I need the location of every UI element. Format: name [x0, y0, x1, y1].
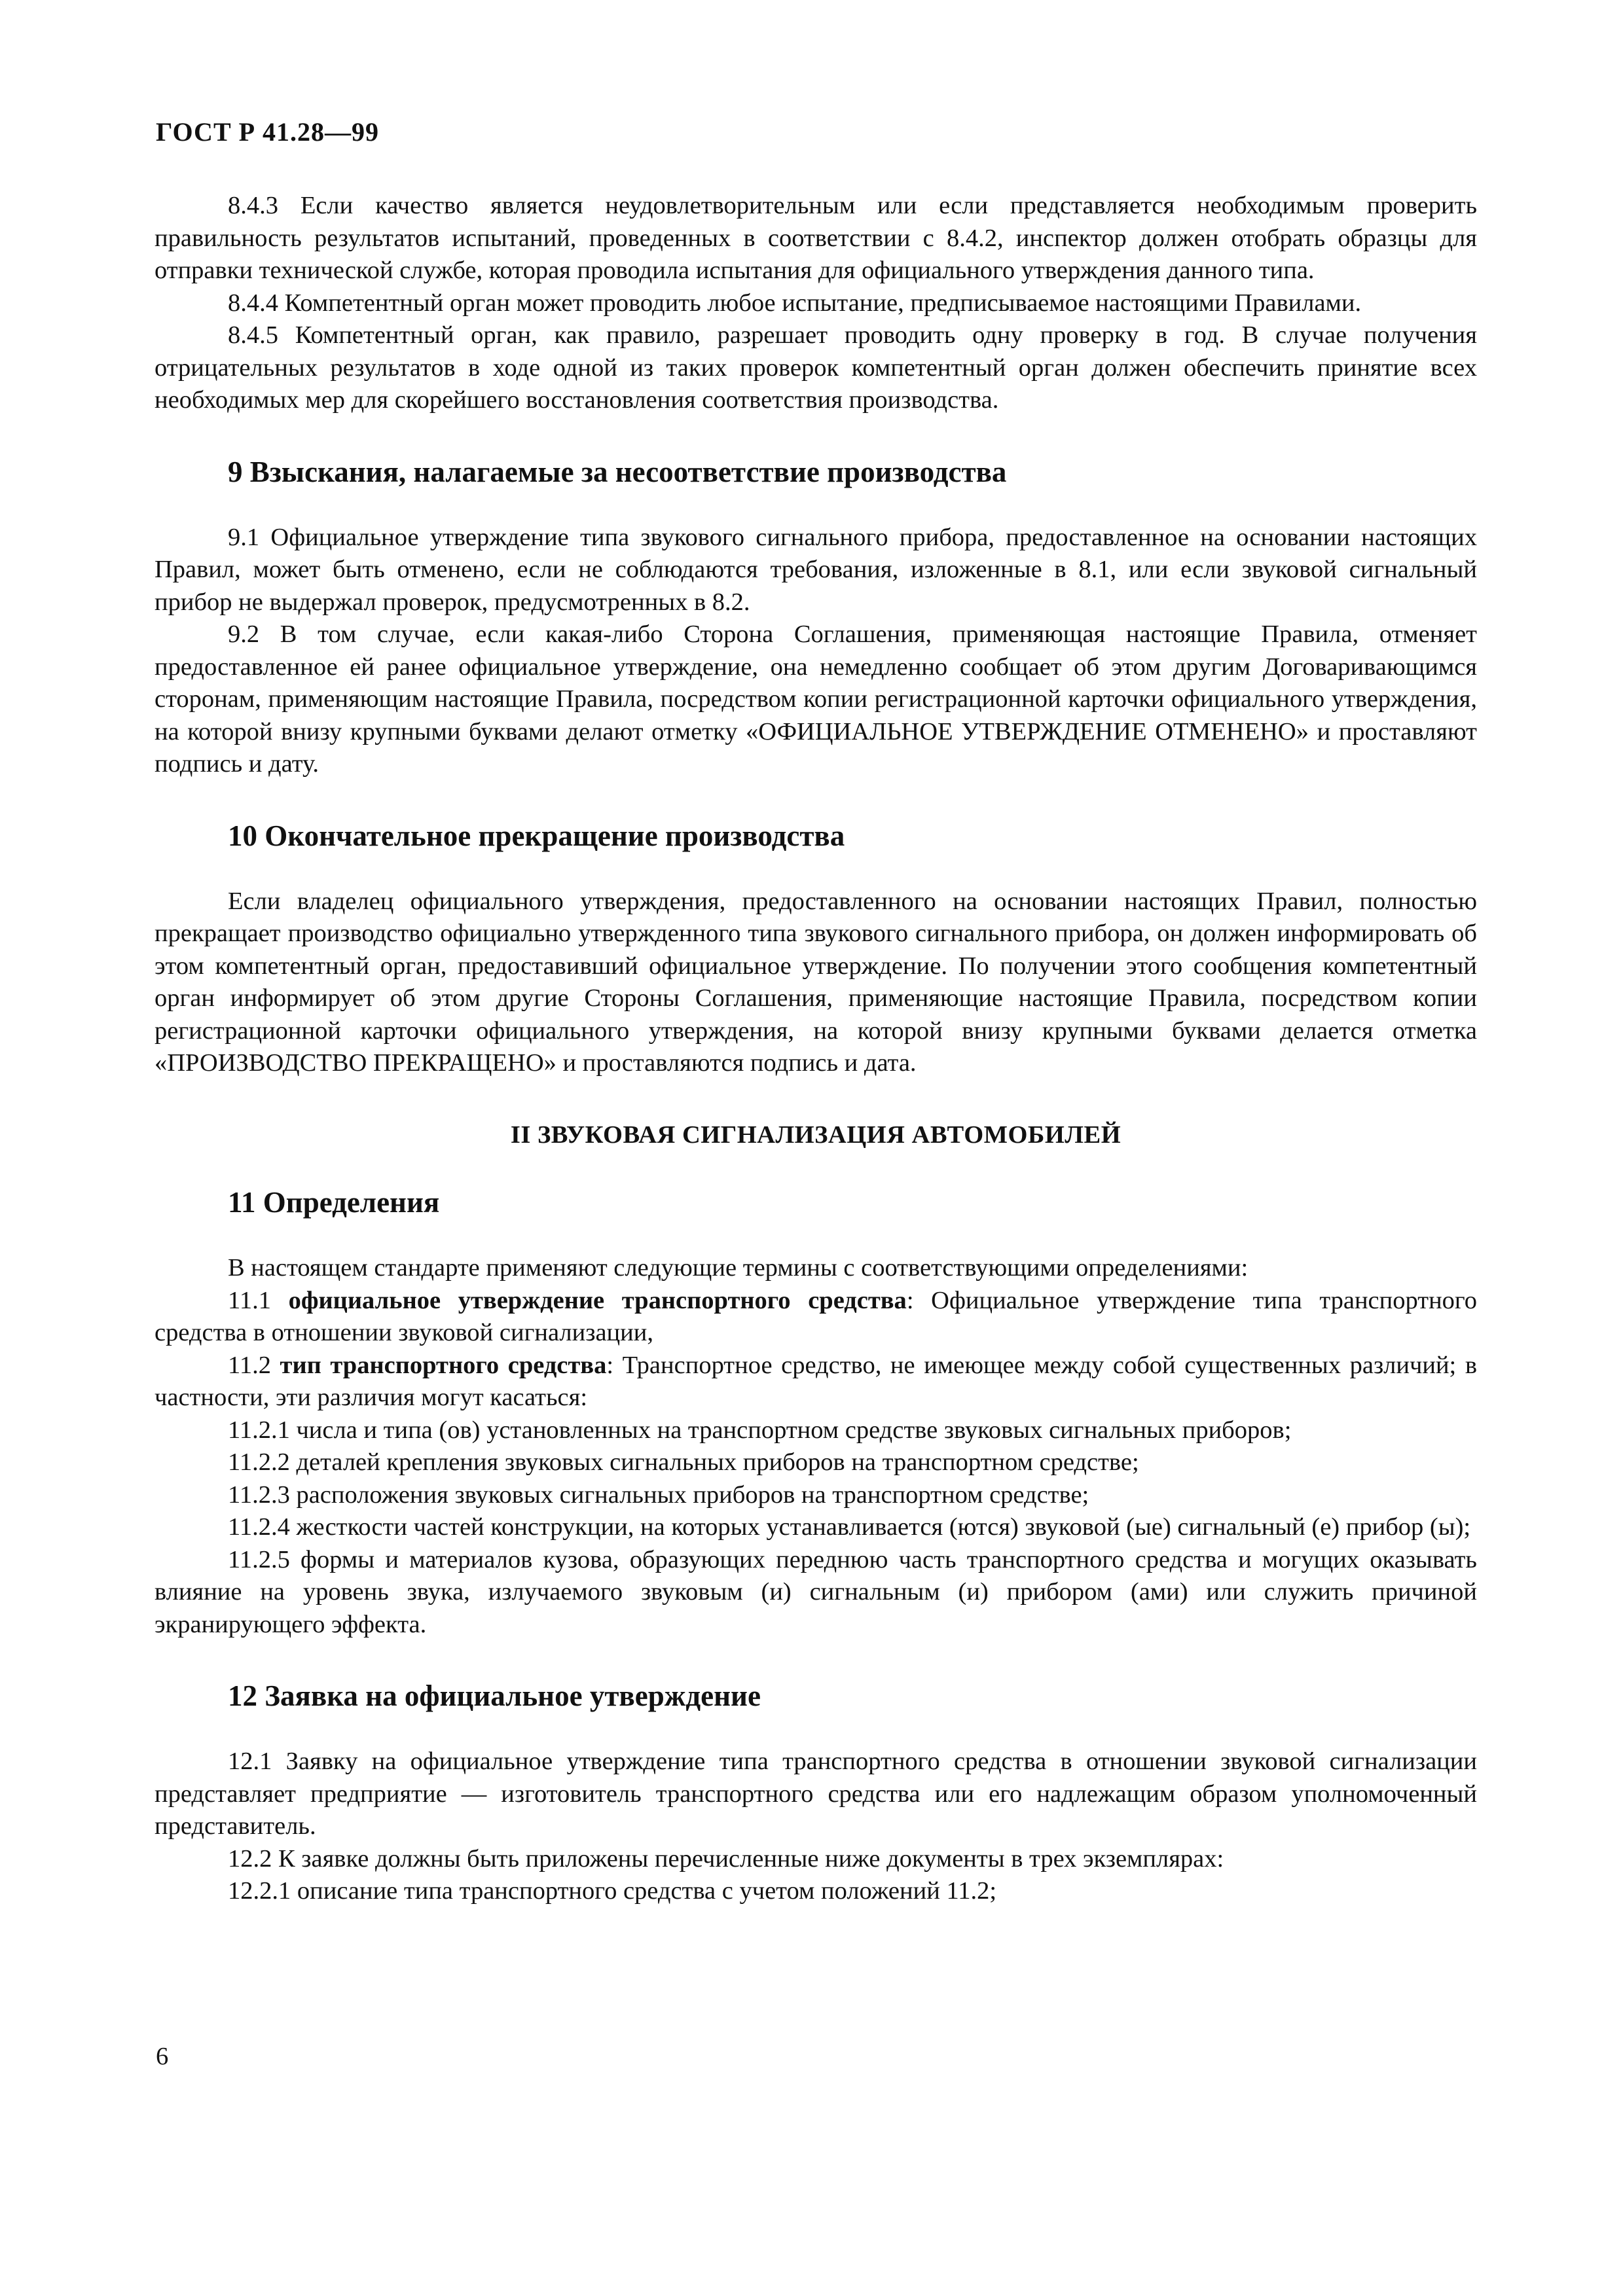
paragraph-11-intro: В настоящем стандарте применяют следующие термины с соответствующими определениями: — [228, 1254, 1249, 1282]
clause-number: 11.2 — [228, 1351, 271, 1379]
standard-designation: ГОСТ Р 41.28—99 — [156, 117, 380, 147]
paragraph-11-2-5: 11.2.5 формы и материалов кузова, образующих переднюю часть транспортного средства и могущих оказывать влияние на уровень звука, излучаемого звуковым (и) сигнальным (и) прибором (ами) или служить причиной экранирующего эффекта. — [155, 1545, 1477, 1638]
paragraph-11-2-2: 11.2.2 деталей крепления звуковых сигнальных приборов на транспортном средстве; — [228, 1448, 1139, 1476]
paragraph-10: Если владелец официального утверждения, предоставленного на основании настоящих Правил, полностью прекращает производство официально утвержденного типа звукового сигнального прибора, он должен информировать об этом компетентный орган, предоставивший официальное утверждение. По получении этого сообщения компетентный орган информирует об этом другие Стороны Соглашения, применяющие настоящие Правила, посредством копии регистрационной карточки официального утверждения, на которой внизу крупными буквами делается отметка «ПРОИЗВОДСТВО ПРЕКРАЩЕНО» и проставляются подпись и дата. — [155, 887, 1477, 1077]
paragraph-12-2-1: 12.2.1 описание типа транспортного средства с учетом положений 11.2; — [228, 1877, 997, 1905]
defined-term: тип транспортного средства — [280, 1351, 607, 1379]
paragraph-12-2: 12.2 К заявке должны быть приложены перечисленные ниже документы в трех экземплярах: — [228, 1844, 1224, 1873]
page-number: 6 — [156, 2043, 169, 2070]
term-definition: : Официальное утверждение типа транспортного средства в отношении звуковой сигнализации, — [155, 1286, 1478, 1346]
section-heading-10: 10 Окончательное прекращение производства — [228, 819, 845, 852]
paragraph-11-2-1: 11.2.1 числа и типа (ов) установленных на транспортном средстве звуковых сигнальных приборов; — [228, 1416, 1292, 1444]
paragraph-12-1: 12.1 Заявку на официальное утверждение типа транспортного средства в отношении звуковой сигнализации представляет предприятие — изготовитель транспортного средства или его надлежащим образом уполномоченный представитель. — [155, 1748, 1477, 1840]
section-heading-9: 9 Взыскания, налагаемые за несоответствие производства — [228, 455, 1007, 488]
defined-term: официальное утверждение транспортного средства — [288, 1286, 907, 1314]
section-heading-11: 11 Определения — [228, 1186, 440, 1219]
paragraph-11-2-3: 11.2.3 расположения звуковых сигнальных приборов на транспортном средстве; — [228, 1480, 1089, 1509]
paragraph-8-4-3: 8.4.3 Если качество является неудовлетворительным или если представляется необходимым проверить правильность результатов испытаний, проведенных в соответствии с 8.4.2, инспектор должен отобрать образцы для отправки технической службе, которая проводила испытания для официального утверждения данного типа. — [155, 192, 1477, 284]
paragraph-11-2-4: 11.2.4 жесткости частей конструкции, на которых устанавливается (ются) звуковой (ые) сигнальный (е) прибор (ы); — [228, 1513, 1471, 1541]
term-definition: : Транспортное средство, не имеющее между собой существенных различий; в частности, эти различия могут касаться: — [155, 1351, 1478, 1411]
paragraph-11-1 — [155, 1285, 1477, 1350]
part-heading-2: II ЗВУКОВАЯ СИГНАЛИЗАЦИЯ АВТОМОБИЛЕЙ — [510, 1121, 1122, 1149]
paragraph-8-4-5: 8.4.5 Компетентный орган, как правило, разрешает проводить одну проверку в год. В случае получения отрицательных результатов в ходе одной из таких проверок компетентный орган должен обеспечить принятие всех необходимых мер для скорейшего восстановления соответствия производства. — [155, 321, 1477, 414]
document-body — [155, 190, 1477, 1908]
paragraph-8-4-4: 8.4.4 Компетентный орган может проводить любое испытание, предписываемое настоящими Правилами. — [228, 289, 1362, 317]
section-heading-12: 12 Заявка на официальное утверждение — [228, 1679, 761, 1712]
paragraph-9-2: 9.2 В том случае, если какая-либо Сторона Соглашения, применяющая настоящие Правила, отменяет предоставленное ей ранее официальное утверждение, она немедленно сообщает об этом другим Договаривающимся сторонам, применяющим настоящие Правила, посредством копии регистрационной карточки официального утверждения, на которой внизу крупными буквами делают отметку «ОФИЦИАЛЬНОЕ УТВЕРЖДЕНИЕ ОТМЕНЕНО» и проставляют подпись и дату. — [155, 620, 1477, 778]
paragraph-11-2 — [155, 1350, 1477, 1414]
paragraph-9-1: 9.1 Официальное утверждение типа звукового сигнального прибора, предоставленное на основании настоящих Правил, может быть отменено, если не соблюдаются требования, изложенные в 8.1, или если звуковой сигнальный прибор не выдержал проверок, предусмотренных в 8.2. — [155, 523, 1477, 616]
clause-number: 11.1 — [228, 1286, 271, 1314]
